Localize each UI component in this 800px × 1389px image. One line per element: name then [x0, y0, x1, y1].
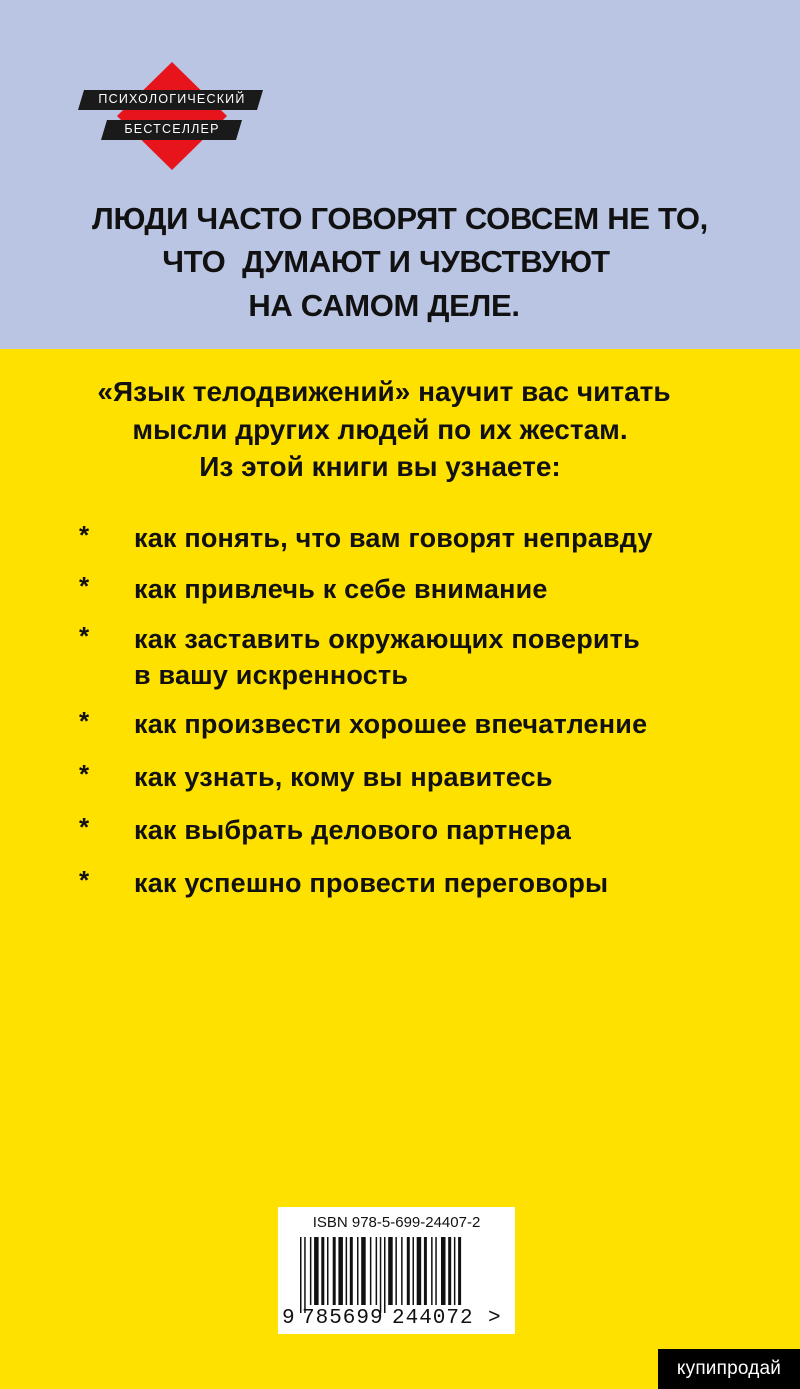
- bullet-item: [0, 758, 800, 798]
- bullet-item: [0, 864, 800, 904]
- barcode-bar: [441, 1237, 446, 1305]
- bullet-text: как выбрать делового партнера: [134, 815, 572, 845]
- barcode-bar: [321, 1237, 324, 1305]
- bullet-item: [0, 705, 800, 745]
- barcode-bar: [417, 1237, 422, 1305]
- bullet-star-icon: *: [79, 759, 90, 789]
- barcode-bar: [448, 1237, 451, 1305]
- bullet-text-continuation: в вашу искренность: [134, 660, 409, 690]
- barcode-bar: [376, 1237, 378, 1305]
- headline-line-2: ЧТО ДУМАЮТ И ЧУВСТВУЮТ: [162, 244, 610, 279]
- bullet-star-icon: *: [79, 621, 90, 651]
- bullet-star-icon: *: [79, 865, 90, 895]
- bullet-star-icon: *: [79, 812, 90, 842]
- intro-line-3: Из этой книги вы узнаете:: [199, 451, 561, 482]
- barcode-bar: [384, 1237, 386, 1313]
- isbn-number: ISBN 978-5-699-24407-2: [312, 1214, 481, 1231]
- barcode-group-2: 244072: [392, 1307, 474, 1330]
- bullet-text: как привлечь к себе внимание: [134, 574, 548, 604]
- barcode-bar: [454, 1237, 456, 1305]
- barcode-bar: [388, 1237, 393, 1305]
- bullet-item: [0, 519, 800, 559]
- bullet-text: как заставить окружающих поверить: [134, 624, 640, 654]
- barcode-bar: [435, 1237, 437, 1305]
- watermark-label: купипродай: [658, 1349, 800, 1389]
- headline-line-1: ЛЮДИ ЧАСТО ГОВОРЯТ СОВСЕМ НЕ ТО,: [92, 201, 708, 236]
- logo-line-1: ПСИХОЛОГИЧЕСКИЙ: [98, 92, 246, 106]
- barcode-arrow: >: [488, 1307, 501, 1330]
- barcode-bar: [424, 1237, 427, 1305]
- barcode-bar: [333, 1237, 336, 1305]
- bullet-item: [0, 620, 800, 696]
- bullet-item: [0, 570, 800, 610]
- bullet-item: [0, 811, 800, 851]
- bullet-star-icon: *: [79, 706, 90, 736]
- barcode-bar: [413, 1237, 415, 1305]
- barcode-bar: [350, 1237, 353, 1305]
- barcode-bar: [401, 1237, 403, 1305]
- bullet-star-icon: *: [79, 571, 90, 601]
- barcode-bar: [407, 1237, 410, 1305]
- barcode-bar: [395, 1237, 397, 1305]
- barcode-box: [278, 1207, 515, 1334]
- barcode-bar: [327, 1237, 329, 1305]
- bullet-text: как успешно провести переговоры: [134, 868, 609, 898]
- bullet-text: как узнать, кому вы нравитесь: [134, 762, 553, 792]
- intro-line-2: мысли других людей по их жестам.: [132, 414, 628, 445]
- bullet-text: как произвести хорошее впечатление: [134, 709, 648, 739]
- barcode-bar: [300, 1237, 302, 1313]
- bullet-text: как понять, что вам говорят неправду: [134, 523, 653, 553]
- logo-line-2: БЕСТСЕЛЛЕР: [124, 122, 220, 136]
- barcode-bar: [357, 1237, 359, 1305]
- barcode-bar: [304, 1237, 306, 1313]
- barcode-first-digit: 9: [282, 1307, 295, 1330]
- barcode-bar: [310, 1237, 312, 1305]
- barcode-bar: [346, 1237, 348, 1305]
- barcode-bar: [431, 1237, 433, 1305]
- intro-line-1: «Язык телодвижений» научит вас читать: [97, 376, 671, 407]
- barcode-bar: [370, 1237, 372, 1305]
- barcode-bar: [458, 1237, 461, 1305]
- barcode-bar: [314, 1237, 319, 1305]
- bullet-star-icon: *: [79, 520, 90, 550]
- headline-line-3: НА САМОМ ДЕЛЕ.: [248, 288, 520, 323]
- barcode-bar: [361, 1237, 366, 1305]
- barcode-bar: [338, 1237, 343, 1305]
- barcode-icon: [296, 1237, 496, 1313]
- barcode-group-1: 785699: [302, 1307, 384, 1330]
- barcode-bar: [380, 1237, 382, 1313]
